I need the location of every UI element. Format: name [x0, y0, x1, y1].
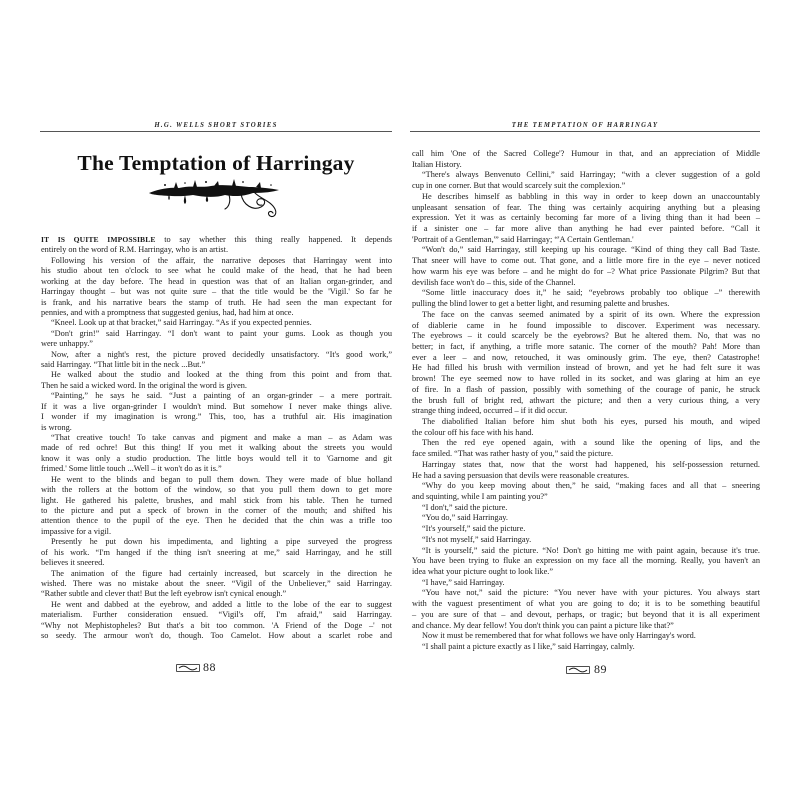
text-line: [41, 621, 392, 631]
text-line: [41, 235, 392, 245]
text-line: [41, 402, 392, 412]
text-line-content: He had a saving persuasion that devils were reasonable creatures.: [412, 470, 630, 480]
text-line-content: “Don't grin!” said Harringay. “I don't want to paint your gums. Look as though you: [51, 328, 392, 338]
text-line-content: is frank, and his narrative bears the stamp of truth. He had seen the man expectant for: [41, 297, 392, 307]
text-line: [41, 496, 392, 506]
text-line-content: “Some little inaccuracy does it,” he said; “eyebrows probably too oblique –” therewith: [422, 288, 760, 298]
paragraph: [412, 524, 760, 535]
text-line: [41, 443, 392, 453]
text-line: [412, 417, 760, 428]
title-flourish-ornament: [145, 179, 287, 221]
text-line-content: Harringay thought – but was not quite sure – that the title would be the 'Vigil.' So far he: [41, 287, 392, 297]
text-line: [412, 342, 760, 353]
opening-lead-in: IT IS QUITE IMPOSSIBLE: [41, 235, 156, 244]
text-line: [41, 277, 392, 287]
paragraph: [41, 391, 392, 433]
text-line-content: I wonder if my imagination is wrong.” This, too, has a truthful air. His imagination: [41, 412, 392, 422]
right-page: [400, 0, 800, 800]
text-line-content: IT IS QUITE IMPOSSIBLE to say whether this thing really happened. It depends: [41, 235, 392, 244]
flourish-splatter: [270, 184, 272, 186]
text-line: [412, 438, 760, 449]
text-line: [41, 245, 392, 255]
paragraph: [412, 438, 760, 459]
text-line: [412, 374, 760, 385]
text-line: [412, 588, 760, 599]
text-line: [412, 481, 760, 492]
text-line-content: The diabolified Italian before him shut both his eyes, pursed his mouth, and wiped: [422, 416, 760, 426]
paragraph: [412, 513, 760, 524]
text-line: [412, 213, 760, 224]
paragraph: [412, 481, 760, 502]
text-line-content: with the rollers at the bottom of the window, so that you pull them down to get more: [41, 485, 392, 495]
flourish-spike: [214, 181, 219, 186]
paragraph: [41, 318, 392, 328]
text-line-content: his studio about ten o'clock to see what he could make of the head, that he had been: [41, 266, 392, 276]
text-line-content: Presently he put down his impedimenta, and lighting a pipe surveyed the progress: [51, 537, 392, 547]
text-line-content: He describes himself as babbling in this way in order to keep down an unaccountably: [422, 191, 760, 201]
text-line: [412, 224, 760, 235]
text-line: [41, 516, 392, 526]
text-line-content: wished. There was no mistake about the sneer. “Vigil of the Unbeliever,” said Harringay.: [41, 578, 392, 588]
running-head-story-title: THE TEMPTATION OF HARRINGAY: [511, 122, 659, 129]
flourish-spike: [193, 180, 197, 187]
text-line: [41, 318, 392, 328]
text-line: [412, 331, 760, 342]
text-line: [412, 170, 760, 181]
text-line-content: The face on the canvas seemed animated by a spirit of its own. Where the expression: [422, 309, 760, 319]
text-line: [412, 428, 760, 439]
paragraph: [412, 170, 760, 191]
text-line-content: the colour off his face with his hand.: [412, 427, 534, 437]
text-line-content: Harringay states that, now that the worst had happened, his self-possession returned.: [422, 459, 760, 469]
paragraph: [412, 417, 760, 438]
text-line: [41, 256, 392, 266]
text-line: [412, 278, 760, 289]
text-line: [41, 266, 392, 276]
text-line-content: – you are sure of that – and devout, perhaps, or tragic; but beyond that it is all experiment: [412, 609, 760, 619]
paragraph: [41, 370, 392, 391]
text-line-content: “I don't,” said the picture.: [422, 502, 508, 512]
text-line: [412, 546, 760, 557]
text-line-content: unpleasant sensation of fear. The thing was certainly acquiring anything but a pleasing: [412, 202, 760, 212]
text-line: [412, 449, 760, 460]
text-line: [412, 353, 760, 364]
paragraph: [41, 350, 392, 371]
text-line-content: He went and dabbed at the eyebrow, and added a little to the lobe of the ear to suggest: [51, 599, 392, 609]
text-line: [41, 610, 392, 620]
text-line: [412, 256, 760, 267]
text-line-content: expression. Yet it was as certainly becoming far more of a living thing than it had been –: [412, 213, 760, 223]
ornament-wave: [569, 668, 587, 672]
text-line: [41, 381, 392, 391]
text-line: [41, 475, 392, 485]
page-number: 89: [594, 662, 607, 676]
text-line-content: Following his version of the affair, the narrative deposes that Harringay went into: [51, 255, 392, 265]
text-line-content: brown! The eye seemed now to have rolled in its socket, and was glaring at him an eye: [412, 374, 760, 384]
text-line-content: “I have,” said Harringay.: [422, 577, 505, 587]
flourish-ink: [149, 179, 279, 204]
paragraph: [412, 310, 760, 417]
text-line-content: made of red ochre! But this thing! If you met it walking about the streets you would: [41, 443, 392, 453]
text-line-content: You have been trying to fluke an expression on my face all the morning. Really, you haven't an: [412, 556, 760, 566]
text-line: [41, 433, 392, 443]
text-line-content: know it was only a studio production. The little boys would tell it to 'Garnome and git: [41, 453, 392, 463]
text-line: [41, 569, 392, 579]
text-line: [41, 527, 392, 537]
text-line-content: ever a leer – and now, retouched, it was ominously grim. The eye, then? Catastrophe!: [412, 352, 760, 362]
text-line-content: light. He gathered his palette, brushes, and mahl stick from his table. Then he turned: [41, 495, 392, 505]
flourish-curl: [225, 195, 230, 209]
page-number: 88: [203, 660, 216, 674]
text-line-content: impassive for a vigil.: [41, 526, 112, 536]
text-line: [412, 385, 760, 396]
paragraph: [412, 642, 760, 653]
header-rule: [410, 131, 760, 132]
paragraph: [412, 288, 760, 309]
text-line: [41, 287, 392, 297]
text-line: [41, 339, 392, 349]
text-line-content: call him 'One of the Sacred College'? Humour in that, and an appreciation of Middle: [412, 149, 760, 158]
text-line-content: so seedy. The armour won't do, though. Too Camelot. How about a scarlet robe and: [41, 631, 392, 641]
paragraph: [412, 588, 760, 631]
flourish-splatter: [242, 181, 244, 183]
text-line-content: face smiled. “That was rather hasty of you,” said the picture.: [412, 449, 614, 459]
text-line-content: Then the red eye opened again, with a sound like the opening of lips, and the: [422, 438, 760, 448]
flourish-spike: [174, 182, 178, 188]
text-line-content: 'Portrait of a Gentleman,'” said Harringay; “'A Certain Gentleman.': [412, 234, 634, 244]
text-line-content: entirely on the word of R.M. Harringay, who is an artist.: [41, 245, 229, 255]
paragraph: [41, 256, 392, 319]
ornament-wave: [179, 666, 197, 670]
story-title: The Temptation of Harringay: [77, 151, 355, 175]
paragraph: [412, 546, 760, 578]
text-line-content: idea what your picture ought to look like.”: [412, 567, 554, 577]
text-line: [412, 460, 760, 471]
text-line: [41, 558, 392, 568]
text-line: [41, 485, 392, 495]
text-line: [412, 363, 760, 374]
text-line-content: He walked about the studio and looked at the thing from this point and from that.: [51, 370, 392, 380]
text-line: [412, 503, 760, 514]
text-line-content: attention thence to the pupil of the eye. Then he decided that the chin was a trifle too: [41, 516, 392, 526]
text-line-content: believes it sneered.: [41, 558, 105, 568]
text-line: [41, 454, 392, 464]
text-line: [41, 360, 392, 370]
flourish-drip: [184, 195, 186, 204]
text-line: [412, 310, 760, 321]
text-line: [412, 160, 760, 171]
text-line-content: Now, after a night's rest, the picture proved decidedly unsatisfactory. “It's good work,”: [51, 349, 392, 359]
text-line: [412, 631, 760, 642]
text-line-content: of diablerie came in he found impossible to discover. Experiment was necessary.: [412, 320, 760, 330]
text-line-content: Now it must be remembered that for what follows we have only Harringay's word.: [422, 631, 696, 641]
right-page-body: [412, 149, 760, 653]
text-line-content: were unhappy.”: [41, 339, 93, 349]
flourish-splatter: [205, 181, 207, 183]
text-line-content: with the vaguest presentiment of what you are going to do; it is to be something beautiful: [412, 599, 760, 609]
text-line-content: of fire. In a flash of passion, possibly with something of the courage of panic, he struck: [412, 384, 760, 394]
text-line-content: better; in fact, if anything, a trifle more satanic. The corner of the mouth? Pah! More than: [412, 341, 760, 351]
text-line-content: If it was a live organ-grinder I wouldn't mind. But somehow I never make things alive.: [41, 401, 392, 411]
paragraph: [41, 475, 392, 538]
text-line: [412, 578, 760, 589]
text-line: [412, 267, 760, 278]
text-line-content: “Rather subtle and clever that! But the left eyebrow isn't cynical enough.”: [41, 589, 287, 599]
text-line: [41, 589, 392, 599]
text-line-content: He went to the blinds and began to pull them down. They were made of blue holland: [51, 474, 392, 484]
text-line-content: of his work. “I'm hanged if the thing isn't sneering at me,” said Harringay, and he still: [41, 547, 392, 557]
paragraph: [41, 569, 392, 600]
text-line-content: “It is yourself,” said the picture. “No! Don't go hitting me with paint again, because it's true.: [422, 545, 760, 555]
text-line: [41, 506, 392, 516]
text-line: [41, 631, 392, 641]
paragraph: [412, 631, 760, 642]
text-line: [41, 537, 392, 547]
paragraph: [412, 245, 760, 288]
text-line: [41, 329, 392, 339]
text-line: [412, 471, 760, 482]
text-line: [412, 599, 760, 610]
text-line-content: is wrong.: [41, 422, 72, 432]
text-line-content: how warm his eye was before – and he might do for –? What price Passionate Pilgrim? But that: [412, 266, 760, 276]
text-line-content: “It's yourself,” said the picture.: [422, 524, 526, 534]
text-line: [41, 579, 392, 589]
text-line: [412, 513, 760, 524]
paragraph: [41, 537, 392, 568]
flourish-curls: [225, 193, 276, 217]
left-page-body: [41, 235, 392, 641]
text-line-content: That sneer will have to come out. That gone, and a little more fire in the eye – never noticed: [412, 256, 760, 266]
text-line: [412, 524, 760, 535]
header-rule: [40, 131, 392, 132]
text-line: [412, 406, 760, 417]
text-line: [41, 391, 392, 401]
paragraph: [412, 535, 760, 546]
text-line-content: to the picture and put a speck of brown in the corner of the mouth; and shifted his: [41, 505, 392, 515]
paragraph: [412, 460, 760, 481]
text-line: [412, 535, 760, 546]
text-line-content: materialism. Further consideration ensued. “Vigil's off, I'm afraid,” said Harringay.: [41, 610, 392, 620]
text-line-content: the brush full of bright red, athwart the picture; and then a very curious thing, a very: [412, 395, 760, 405]
text-line: [41, 412, 392, 422]
text-line-content: “Why not Mephistopheles? But that's a bit too common. 'A Friend of the Doge –' not: [41, 620, 392, 630]
text-line-content: frimed.' Some little touch ...Well – it won't do as it is.”: [41, 464, 222, 474]
folio-ornament-icon: [176, 663, 200, 673]
text-line-content: said Harringay. “That little bit in the neck ...But.”: [41, 360, 206, 370]
text-line-content: pennies, and with a promptness that suggested genius, had, had him at once.: [41, 307, 294, 317]
text-line: [412, 288, 760, 299]
text-line: [41, 298, 392, 308]
running-head-book-title: H.G. WELLS SHORT STORIES: [154, 122, 278, 129]
text-line-content: devilish face won't do – this, side of the Channel.: [412, 277, 576, 287]
text-line-content: “There's always Benvenuto Cellini,” said Harringay; “with a clever suggestion of a gold: [422, 170, 760, 180]
text-line-content: The eyebrows – it could scarcely be the eyebrows? But he altered them. No, that was no: [412, 331, 760, 341]
text-line-content: “That creative touch! To take canvas and pigment and make a man – as Adam was: [51, 433, 392, 443]
paragraph: [412, 578, 760, 589]
text-line: [41, 350, 392, 360]
text-line-content: He had filled his brush with vermilion instead of brown, and yet he had felt sure it was: [412, 363, 760, 373]
text-line-content: “Why do you keep moving about then,” he said, “making faces and all that – sneering: [422, 481, 760, 491]
flourish-spike: [232, 179, 236, 186]
text-line: [412, 567, 760, 578]
folio-ornament-icon: [566, 665, 590, 675]
text-line-content: Then he said a wicked word. In the original the word is given.: [41, 380, 247, 390]
text-line: [412, 299, 760, 310]
text-line-content: strange thing indeed, occurred – if it did occur.: [412, 406, 568, 416]
text-line-content: “Kneel. Look up at that bracket,” said Harringay. “As if you expected pennies.: [51, 318, 312, 328]
flourish-splatter: [164, 184, 166, 186]
text-line-content: “You do,” said Harringay.: [422, 513, 508, 523]
text-line: [412, 396, 760, 407]
text-line-content: “Painting,” he says he said. “Just a painting of an organ-grinder – a mere portrait.: [51, 391, 392, 401]
text-line: [412, 621, 760, 632]
text-line-content: “It's not myself,” said Harringay.: [422, 534, 532, 544]
text-line-content: cup in one corner. But that would scarcely suit the complexion.”: [412, 181, 626, 191]
text-line: [41, 464, 392, 474]
text-line: [412, 203, 760, 214]
text-line: [41, 308, 392, 318]
text-line: [412, 235, 760, 246]
text-line: [41, 600, 392, 610]
paragraph: [41, 329, 392, 350]
paragraph: [41, 235, 392, 256]
paragraph: [41, 600, 392, 642]
text-line: [412, 642, 760, 653]
text-line: [412, 556, 760, 567]
text-line-content: “You have not,” said the picture: “You never have with your pictures. You always start: [422, 588, 760, 598]
text-line-content: and squinting, while I am painting you?”: [412, 492, 548, 501]
text-line: [41, 370, 392, 380]
paragraph: [412, 192, 760, 246]
text-line: [412, 149, 760, 160]
paragraph: [412, 503, 760, 514]
text-line: [41, 548, 392, 558]
text-line-content: The animation of the figure had certainly increased, but scarcely in the direction he: [51, 568, 392, 578]
paragraph: [41, 433, 392, 475]
paragraph: [412, 149, 760, 170]
text-line: [412, 321, 760, 332]
text-line: [412, 181, 760, 192]
text-line: [41, 423, 392, 433]
text-line-content: if a sinister one – far more alive than anything he had ever painted before. “Call it: [412, 224, 760, 234]
text-line-content: working at the day before. The head in question was that of an Italian organ-grinder, and: [41, 276, 392, 286]
flourish-splatter: [184, 182, 186, 184]
text-line: [412, 245, 760, 256]
flourish-curl: [241, 194, 265, 208]
text-line: [412, 492, 760, 503]
text-line-content: Italian History.: [412, 159, 462, 169]
text-line-content: “Won't do,” said Harringay, still keeping up his courage. “Kind of thing they call Bad Taste.: [422, 245, 760, 255]
text-line: [412, 192, 760, 203]
text-line-content: and chance. My dear fellow! You don't think you can paint a picture like that?”: [412, 620, 674, 630]
flourish-spike: [256, 182, 261, 188]
text-line: [412, 610, 760, 621]
text-line-content: “I shall paint a picture exactly as I like,” said Harringay, calmly.: [422, 642, 635, 652]
text-line-content: pulling the blind lower to get a better light, and resuming palette and brushes.: [412, 299, 670, 309]
